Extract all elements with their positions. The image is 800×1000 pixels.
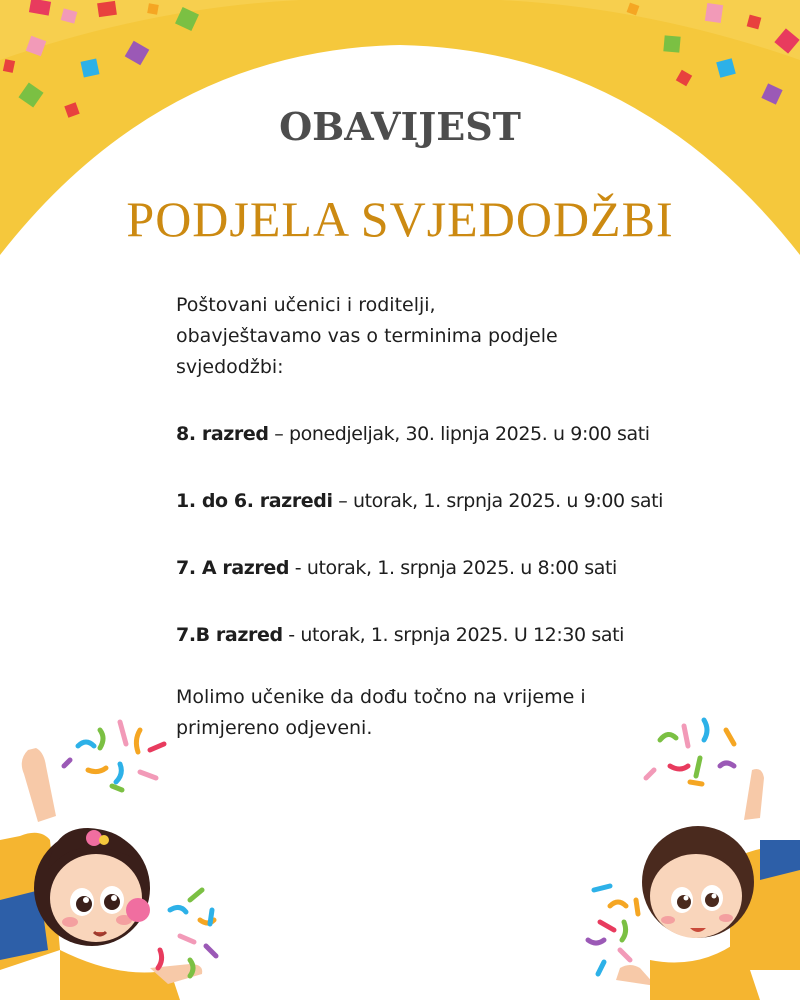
confetti-burst-icon (64, 722, 164, 790)
schedule-item (176, 486, 736, 517)
closing-line: primjereno odjeveni. (176, 717, 373, 739)
schedule-details: - utorak, 1. srpnja 2025. U 12:30 sati (282, 624, 625, 646)
notice-body (176, 290, 736, 744)
confetti-burst-icon (646, 720, 734, 784)
intro-line: svjedodžbi: (176, 356, 284, 378)
schedule-details: – ponedjeljak, 30. lipnja 2025. u 9:00 sati (268, 423, 650, 445)
schedule-item (176, 620, 736, 651)
notice-label: OBAVIJEST (279, 104, 521, 149)
closing-line: Molimo učenike da dođu točno na vrijeme i (176, 686, 586, 708)
schedule-grade: 7. A razred (176, 557, 290, 579)
page-title: PODJELA SVJEDODŽBI (126, 191, 674, 247)
schedule-grade: 7.B razred (176, 624, 283, 646)
schedule-item (176, 553, 736, 584)
schedule-grade: 1. do 6. razredi (176, 490, 333, 512)
boy-cheering-illustration (580, 710, 800, 1000)
intro-line: obavještavamo vas o terminima podjele (176, 325, 558, 347)
confetti-burst-icon (158, 890, 216, 976)
intro-line: Poštovani učenici i roditelji, (176, 294, 436, 316)
confetti-burst-icon (588, 886, 638, 974)
schedule-details: – utorak, 1. srpnja 2025. u 9:00 sati (332, 490, 664, 512)
schedule-grade: 8. razred (176, 423, 269, 445)
intro-paragraph (176, 290, 736, 383)
schedule-item (176, 419, 736, 450)
schedule-details: - utorak, 1. srpnja 2025. u 8:00 sati (289, 557, 617, 579)
girl-cheering-illustration (0, 710, 230, 1000)
